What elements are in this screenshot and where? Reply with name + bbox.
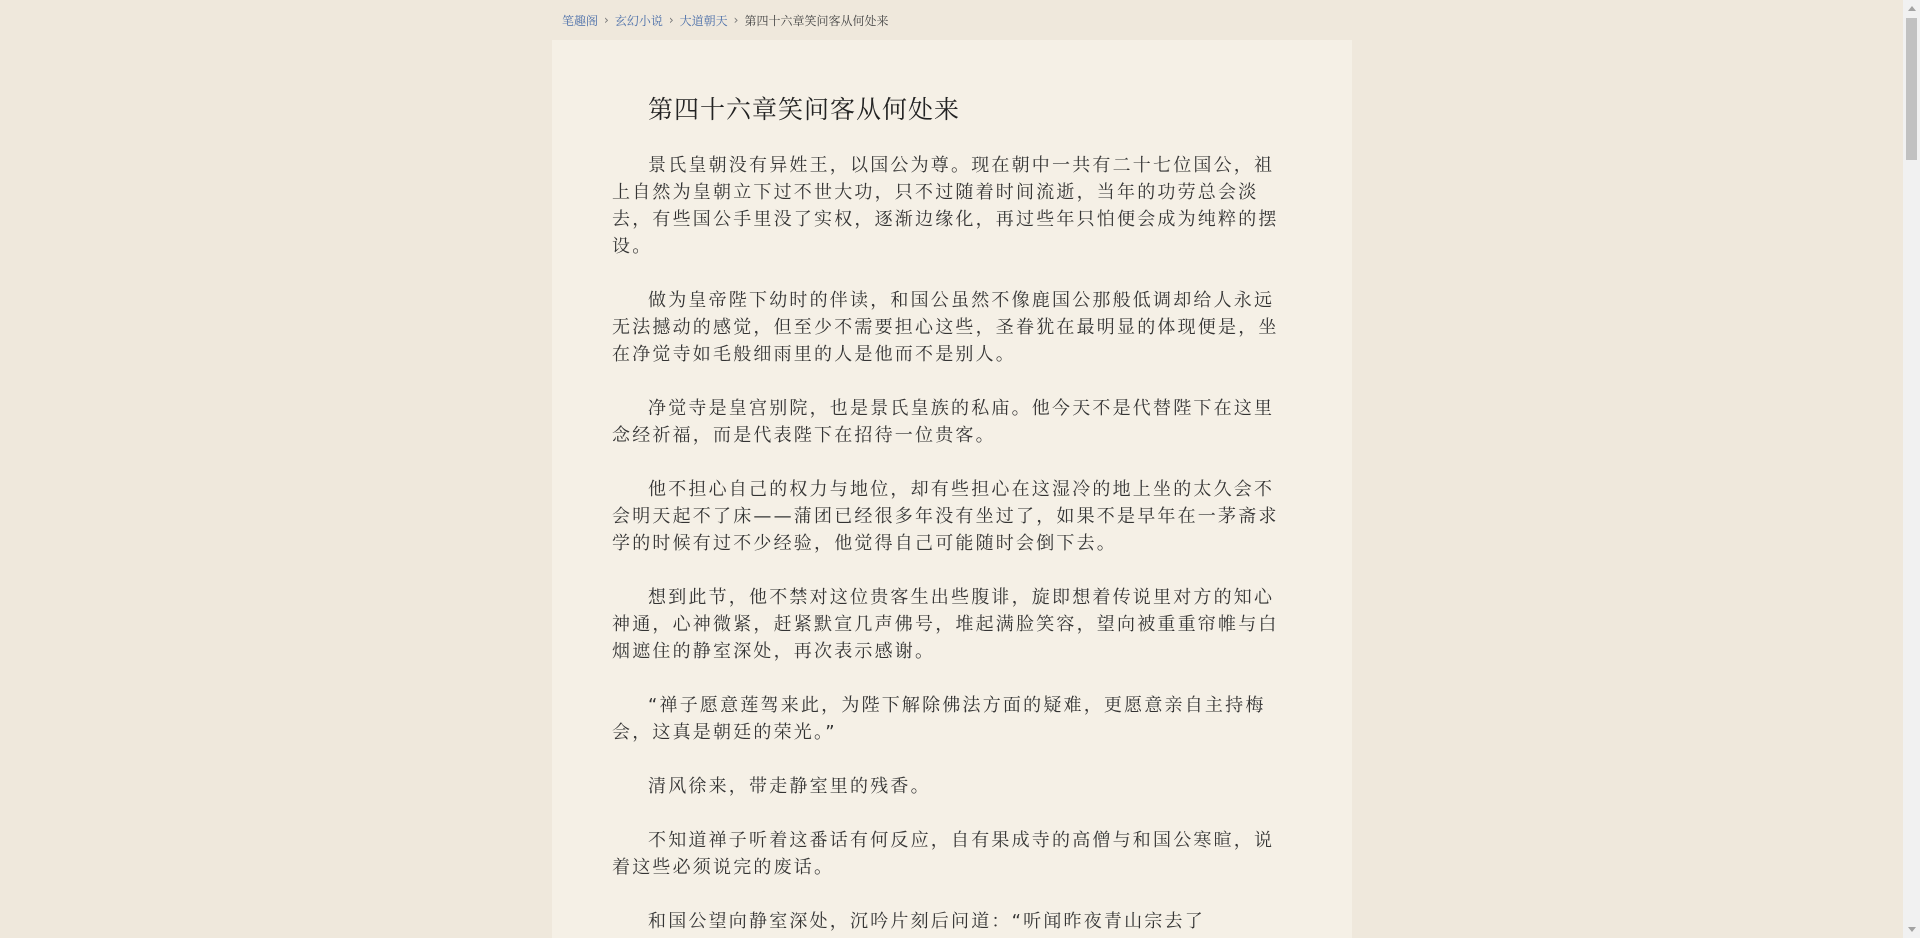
paragraph: “禅子愿意莲驾来此，为陛下解除佛法方面的疑难，更愿意亲自主持梅会，这真是朝廷的荣光。” — [612, 695, 1266, 743]
paragraph: 景氏皇朝没有异姓王，以国公为尊。现在朝中一共有二十七位国公，祖上自然为皇朝立下过不世大功，只不过随着时间流逝，当年的功劳总会淡去，有些国公手里没了实权，逐渐边缘化，再过些年只怕便会成为纯粹的摆设。 — [612, 155, 1279, 257]
paragraph: 清风徐来，带走静室里的残香。 — [648, 776, 931, 797]
breadcrumb-current: 第四十六章笑问客从何处来 — [744, 13, 889, 28]
paragraph: 和国公望向静室深处，沉吟片刻后问道：“听闻昨夜青山宗去了 — [648, 911, 1205, 932]
paragraph: 想到此节，他不禁对这位贵客生出些腹诽，旋即想着传说里对方的知心神通，心神微紧，赶紧默宣几声佛号，堆起满脸笑容，望向被重重帘帷与白烟遮住的静室深处，再次表示感谢。 — [612, 587, 1279, 662]
arrow-down-icon — [1908, 927, 1916, 932]
chapter-content — [612, 152, 1288, 938]
breadcrumb-home-link[interactable]: 笔趣阁 — [562, 13, 599, 28]
breadcrumb-book-link[interactable]: 大道朝天 — [679, 13, 728, 28]
arrow-up-icon — [1908, 6, 1916, 11]
scroll-down-button[interactable] — [1903, 921, 1920, 938]
vertical-scrollbar[interactable] — [1903, 0, 1920, 938]
paragraph: 净觉寺是皇宫别院，也是景氏皇族的私庙。他今天不是代替陛下在这里念经祈福，而是代表陛下在招待一位贵客。 — [612, 398, 1275, 446]
paragraph: 他不担心自己的权力与地位，却有些担心在这湿冷的地上坐的太久会不会明天起不了床——蒲团已经很多年没有坐过了，如果不是早年在一茅斋求学的时候有过不少经验，他觉得自己可能随时会倒下去。 — [612, 479, 1279, 554]
chevron-right-icon: › — [604, 13, 609, 27]
breadcrumb-category-link[interactable]: 玄幻小说 — [614, 13, 663, 28]
chevron-right-icon: › — [668, 13, 674, 27]
scroll-up-button[interactable] — [1903, 0, 1920, 17]
scrollbar-thumb[interactable] — [1906, 18, 1917, 160]
breadcrumb — [562, 10, 889, 30]
chapter-title: 第四十六章笑问客从何处来 — [648, 95, 961, 124]
chevron-right-icon: › — [733, 13, 739, 27]
paragraph: 做为皇帝陛下幼时的伴读，和国公虽然不像鹿国公那般低调却给人永远无法撼动的感觉，但至少不需要担心这些，圣眷犹在最明显的体现便是，坐在净觉寺如毛般细雨里的人是他而不是别人。 — [612, 290, 1279, 365]
paragraph: 不知道禅子听着这番话有何反应，自有果成寺的高僧与和国公寒暄，说着这些必须说完的废话。 — [612, 830, 1275, 878]
reader-panel — [552, 40, 1352, 938]
